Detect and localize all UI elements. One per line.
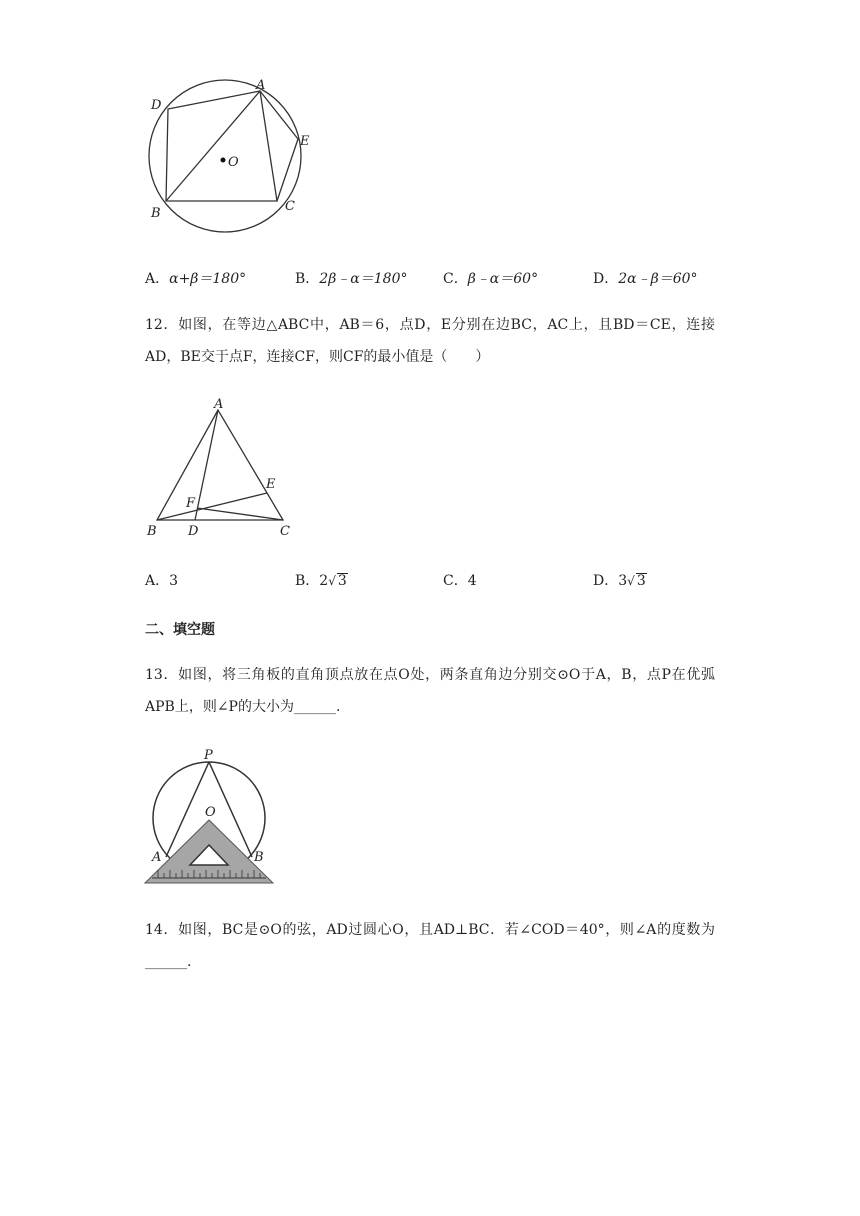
label-b: B bbox=[254, 850, 264, 865]
q12-options bbox=[145, 570, 765, 590]
label-e: E bbox=[266, 477, 276, 492]
q12-option-a: A．3 bbox=[145, 573, 179, 589]
figure-q13 bbox=[140, 742, 280, 892]
segment-cf bbox=[197, 508, 283, 520]
figure-q12 bbox=[140, 395, 310, 545]
label-d: D bbox=[188, 524, 199, 539]
section-heading-fill-in: 二、填空题 bbox=[145, 622, 215, 638]
q12-option-d: D．3√ 3 bbox=[593, 573, 646, 589]
chord-ab bbox=[166, 91, 260, 201]
circle-o bbox=[149, 80, 301, 232]
label-c: C bbox=[285, 199, 295, 214]
label-p: P bbox=[204, 748, 213, 763]
q11-option-c: C．β﹣α＝60° bbox=[443, 271, 539, 287]
label-f: F bbox=[186, 496, 196, 511]
triangle-abc bbox=[157, 410, 283, 520]
segment-ad bbox=[195, 410, 218, 520]
chord-ec bbox=[277, 139, 298, 201]
label-a: A bbox=[256, 78, 266, 93]
label-e: E bbox=[300, 134, 310, 149]
q11-option-a: A．α+β＝180° bbox=[145, 271, 247, 287]
center-dot bbox=[221, 158, 226, 163]
q14-text: 14．如图，BC是⊙O的弦，AD过圆心O，且AD⊥BC．若∠COD＝40°，则∠A的度数为______. bbox=[145, 922, 715, 970]
quadrilateral-abcd bbox=[166, 91, 277, 201]
q11-options bbox=[145, 268, 765, 288]
label-c: C bbox=[280, 524, 290, 539]
q12-option-c: C．4 bbox=[443, 573, 477, 589]
q13-text: 13．如图，将三角板的直角顶点放在点O处，两条直角边分别交⊙O于A，B，点P在优弧APB上，则∠P的大小为______. bbox=[145, 667, 715, 715]
label-o: O bbox=[205, 805, 216, 820]
label-d: D bbox=[151, 98, 162, 113]
label-a: A bbox=[152, 850, 162, 865]
figure-q11 bbox=[140, 75, 340, 235]
label-o: O bbox=[228, 155, 239, 170]
label-b: B bbox=[151, 206, 161, 221]
label-a: A bbox=[214, 397, 224, 412]
q12-option-b: B．2√ 3 bbox=[295, 573, 347, 589]
q11-option-d: D．2α﹣β＝60° bbox=[593, 271, 698, 287]
label-b: B bbox=[147, 524, 157, 539]
q11-option-b: B．2β﹣α＝180° bbox=[295, 271, 408, 287]
q12-text: 12．如图，在等边△ABC中，AB＝6，点D，E分别在边BC，AC上，且BD＝CE，连接AD，BE交于点F，连接CF，则CF的最小值是（ ） bbox=[145, 317, 715, 365]
